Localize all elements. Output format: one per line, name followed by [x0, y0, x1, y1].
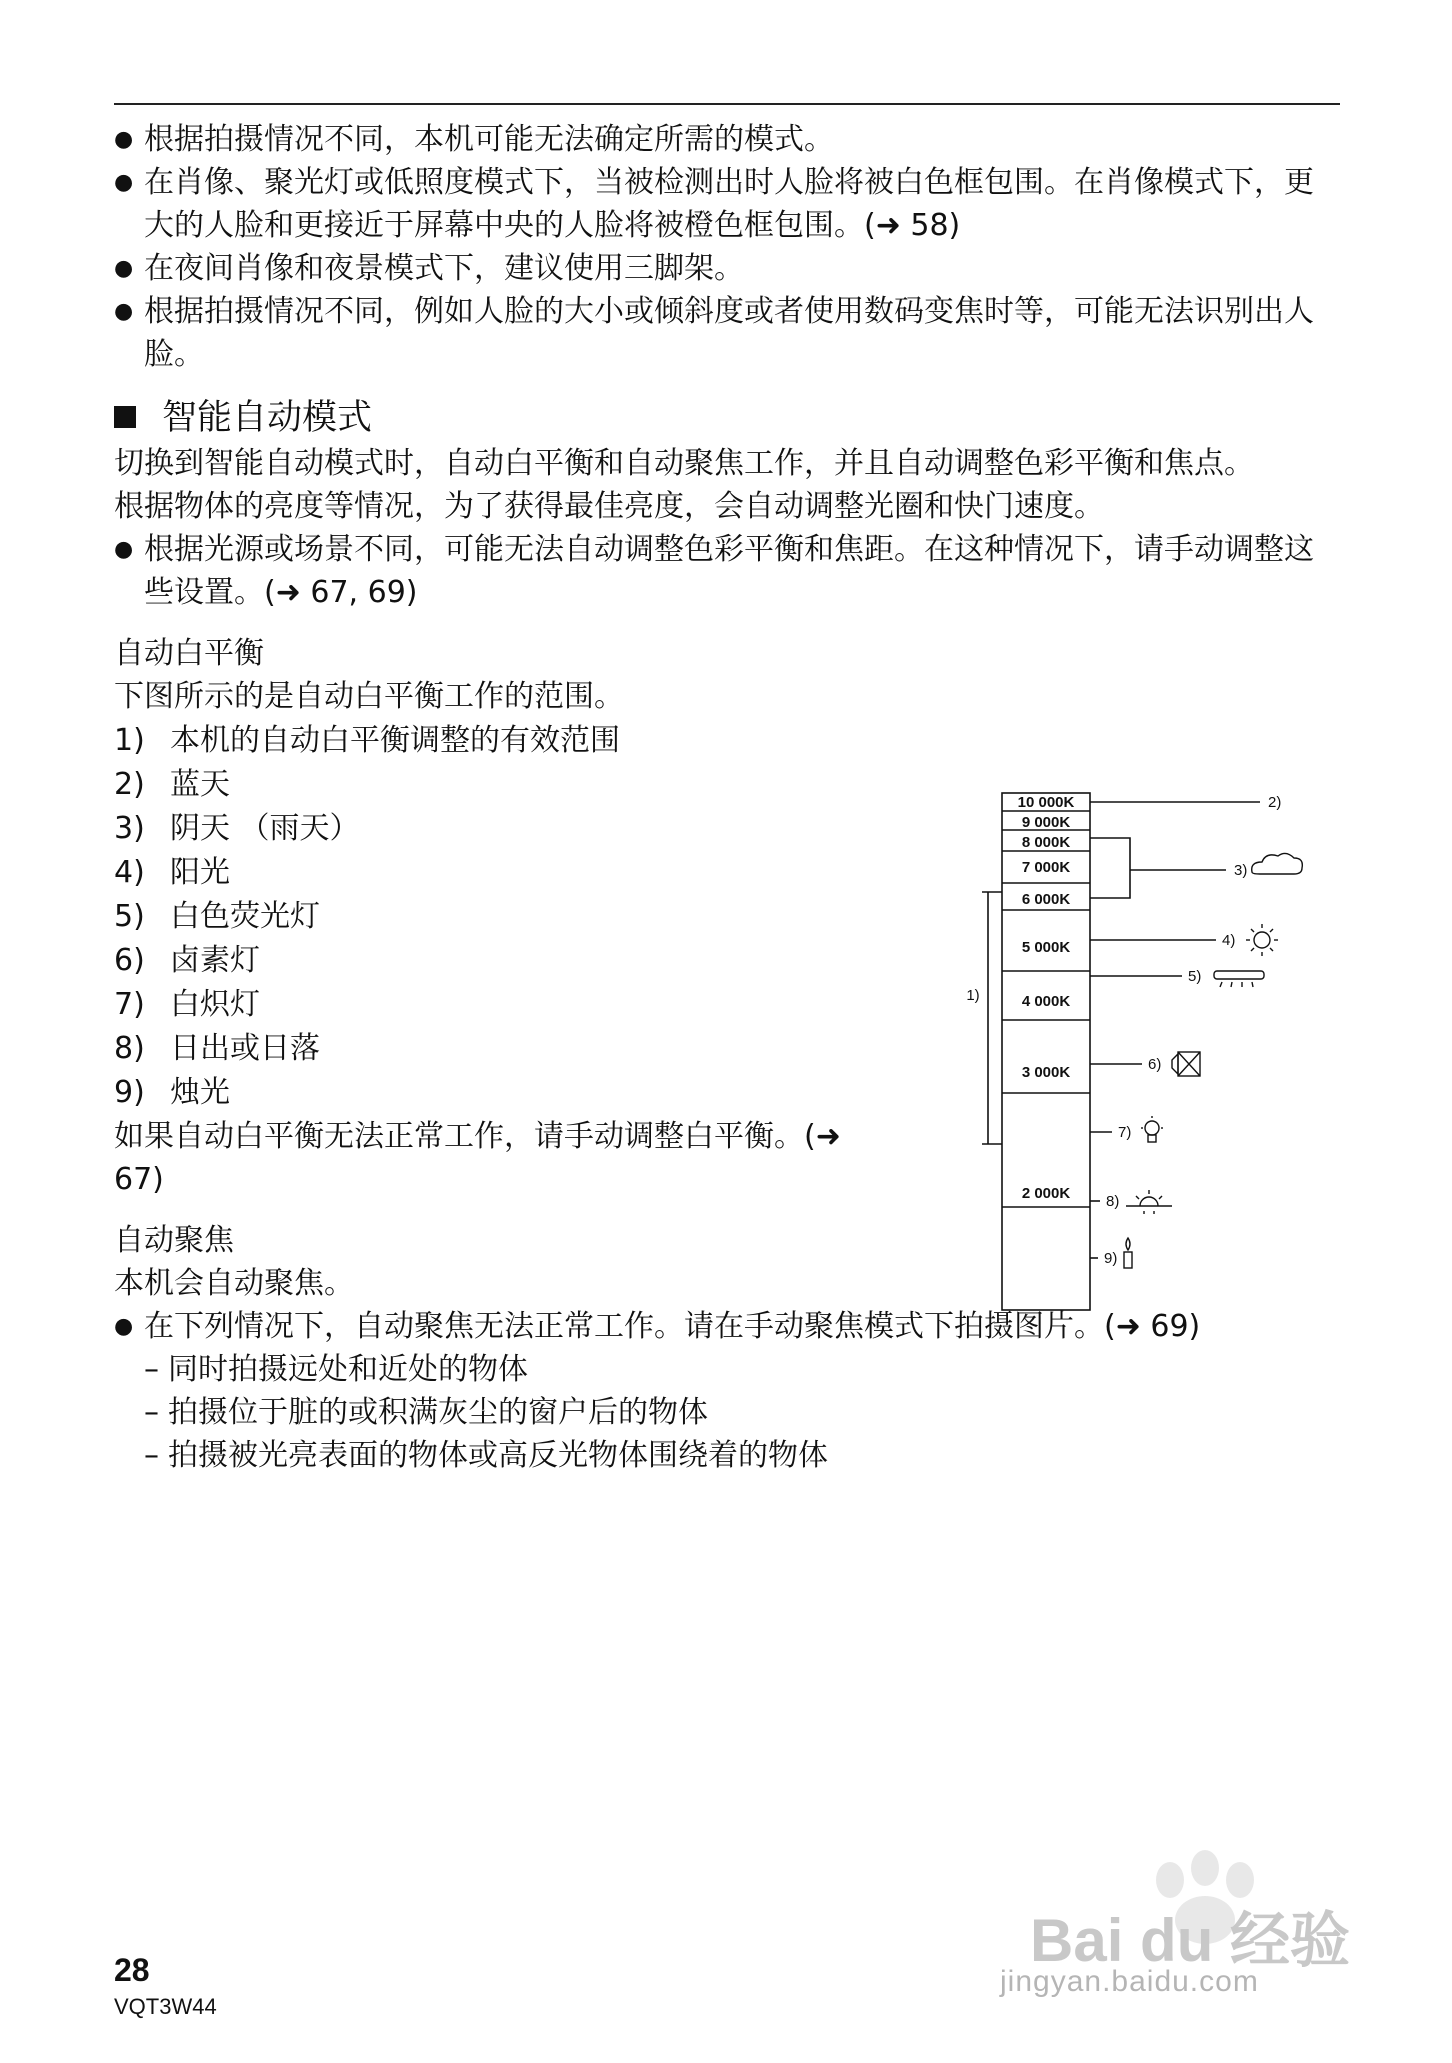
section-title: 智能自动模式 — [114, 394, 1340, 442]
list-item: 5) 白色荧光灯 — [114, 899, 320, 934]
list-item: 1) 本机的自动白平衡调整的有效范围 — [114, 723, 620, 758]
list-item: 6) 卤素灯 — [114, 943, 260, 978]
top-rule — [114, 103, 1340, 105]
scale-label: 9 000K — [1021, 814, 1071, 831]
callout-label: 3) — [1234, 862, 1248, 879]
scale-label: 2 000K — [1021, 1185, 1071, 1202]
list-item: 3) 阴天 （雨天） — [114, 811, 360, 846]
awb-list — [114, 719, 884, 1114]
page-number: 28 — [114, 1952, 150, 1988]
callout-bracket-3 — [1090, 838, 1130, 898]
af-intro: 本机会自动聚焦。 — [114, 1266, 354, 1301]
bullet-face-frame: ● 在肖像、聚光灯或低照度模式下，当被检测出时人脸将被白色框包围。在肖像模式下，更大的人脸和更接近于屏幕中央的人脸将被橙色框包围。(➜ 58) — [114, 161, 1340, 247]
af-dash-item: – 同时拍摄远处和近处的物体 — [144, 1352, 528, 1387]
callout-label: 7) — [1118, 1124, 1132, 1141]
white-balance-diagram — [960, 780, 1350, 1315]
callout-label: 8) — [1106, 1193, 1120, 1210]
range-label: 1) — [966, 987, 980, 1004]
af-dash-item: – 拍摄被光亮表面的物体或高反光物体围绕着的物体 — [144, 1438, 828, 1473]
square-bullet-icon — [114, 406, 136, 428]
halogen-lamp-icon — [1172, 1052, 1200, 1076]
callout-label: 5) — [1188, 968, 1202, 985]
bullet-face-recognition: ● 根据拍摄情况不同，例如人脸的大小或倾斜度或者使用数码变焦时等，可能无法识别出人脸。 — [114, 290, 1340, 376]
af-dash-item: – 拍摄位于脏的或积满灰尘的窗户后的物体 — [144, 1395, 708, 1430]
awb-block — [114, 632, 884, 1201]
callout-label: 4) — [1222, 932, 1236, 949]
scale-label: 4 000K — [1021, 993, 1071, 1010]
af-bullet: ● 在下列情况下，自动聚焦无法正常工作。请在手动聚焦模式下拍摄图片。(➜ 69) — [114, 1305, 1340, 1348]
section-para-2: 根据物体的亮度等情况，为了获得最佳亮度，会自动调整光圈和快门速度。 — [114, 489, 1104, 524]
list-item: 9) 烛光 — [114, 1075, 230, 1110]
af-heading: 自动聚焦 — [114, 1223, 234, 1258]
scale-label: 7 000K — [1021, 859, 1071, 876]
cloud-icon — [1252, 853, 1303, 874]
scale-label: 10 000K — [1017, 794, 1075, 811]
callout-label: 9) — [1104, 1250, 1118, 1267]
document-code: VQT3W44 — [114, 1994, 217, 2019]
scale-label: 6 000K — [1021, 891, 1071, 908]
scale-label: 8 000K — [1021, 834, 1071, 851]
watermark-brand: Bai du 经验 — [1030, 1907, 1351, 1974]
bullet-mode-detect: ● 根据拍摄情况不同，本机可能无法确定所需的模式。 — [114, 118, 1340, 161]
bullet-tripod: ● 在夜间肖像和夜景模式下，建议使用三脚架。 — [114, 247, 1340, 290]
list-item: 2) 蓝天 — [114, 767, 230, 802]
callout-label: 6) — [1148, 1056, 1162, 1073]
watermark-url: jingyan.baidu.com — [1000, 1965, 1259, 1998]
awb-heading: 自动白平衡 — [114, 636, 264, 671]
scale-label: 5 000K — [1021, 939, 1071, 956]
callout-label: 2) — [1268, 794, 1282, 811]
awb-note: 如果自动白平衡无法正常工作，请手动调整白平衡。(➜ 67) — [114, 1119, 841, 1197]
bulb-icon — [1141, 1116, 1163, 1142]
sun-icon — [1246, 924, 1278, 956]
list-item: 4) 阳光 — [114, 855, 230, 890]
fluorescent-lamp-icon — [1214, 971, 1264, 987]
list-item: 8) 日出或日落 — [114, 1031, 320, 1066]
section-bullet: ● 根据光源或场景不同，可能无法自动调整色彩平衡和焦距。在这种情况下，请手动调整这些设置。(➜ 67, 69) — [114, 528, 1340, 614]
list-item: 7) 白炽灯 — [114, 987, 260, 1022]
section-para-1: 切换到智能自动模式时，自动白平衡和自动聚焦工作，并且自动调整色彩平衡和焦点。 — [114, 446, 1254, 481]
awb-intro: 下图所示的是自动白平衡工作的范围。 — [114, 679, 624, 714]
sunset-icon — [1126, 1190, 1172, 1214]
candle-icon — [1124, 1238, 1132, 1268]
scale-label: 3 000K — [1021, 1064, 1071, 1081]
